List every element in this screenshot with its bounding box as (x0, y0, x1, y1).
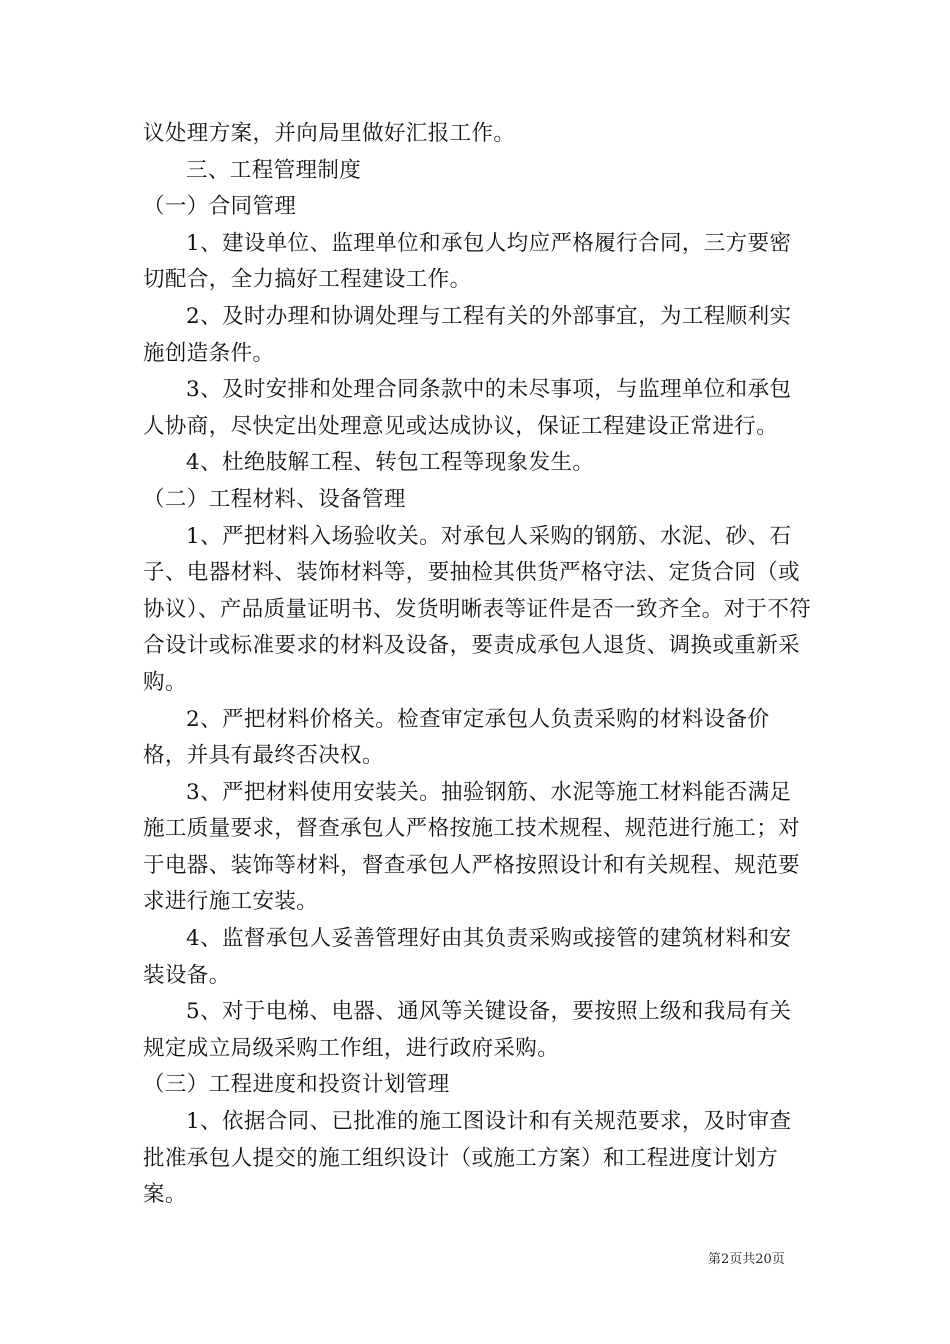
paragraph-contract-1: 1、建设单位、监理单位和承包人均应严格履行合同，三方要密切配合，全力搞好工程建设工作。 (143, 230, 792, 293)
subsection-heading-contract: （一）合同管理 (143, 194, 297, 220)
paragraph-contract-2: 2、及时办理和协调处理与工程有关的外部事宜，为工程顺利实施创造条件。 (143, 303, 792, 366)
section-heading: 三、工程管理制度 (186, 157, 362, 183)
page-number: 第2页共20页 (708, 1252, 785, 1267)
paragraph-materials-2: 2、严把材料价格关。检查审定承包人负责采购的材料设备价格，并具有最终否决权。 (143, 706, 770, 769)
paragraph-continuation: 议处理方案，并向局里做好汇报工作。 (143, 121, 516, 146)
paragraph-materials-4: 4、监督承包人妥善管理好由其负责采购或接管的建筑材料和安装设备。 (143, 926, 792, 988)
paragraph-contract-3: 3、及时安排和处理合同条款中的未尽事项，与监理单位和承包人协商，尽快定出处理意见或达成协议，保证工程建设正常进行。 (143, 377, 792, 439)
paragraph-contract-4: 4、杜绝肢解工程、转包工程等现象发生。 (186, 450, 595, 476)
paragraph-materials-3: 3、严把材料使用安装关。抽验钢筋、水泥等施工材料能否满足施工质量要求，督查承包人严格按施工技术规程、规范进行施工；对于电器、装饰等材料，督查承包人严格按照设计和有关规程、规范要求进行施工安装。 (143, 779, 801, 915)
paragraph-materials-1: 1、严把材料入场验收关。对承包人采购的钢筋、水泥、砂、石子、电器材料、装饰材料等，要抽检其供货严格守法、定货合同（或协议）、产品质量证明书、发货明晰表等证件是否一致齐全。对于不符合设计或标准要求的材料及设备，要责成承包人退货、调换或重新采购。 (143, 523, 812, 695)
document-body (143, 116, 813, 1214)
subsection-heading-schedule: （三）工程进度和投资计划管理 (143, 1072, 450, 1098)
paragraph-materials-5: 5、对于电梯、电器、通风等关键设备，要按照上级和我局有关规定成立局级采购工作组，进行政府采购。 (143, 999, 792, 1061)
paragraph-schedule-1: 1、依据合同、已批准的施工图设计和有关规范要求，及时审查批准承包人提交的施工组织设计（或施工方案）和工程进度计划方案。 (143, 1109, 792, 1208)
subsection-heading-materials: （二）工程材料、设备管理 (143, 486, 406, 512)
